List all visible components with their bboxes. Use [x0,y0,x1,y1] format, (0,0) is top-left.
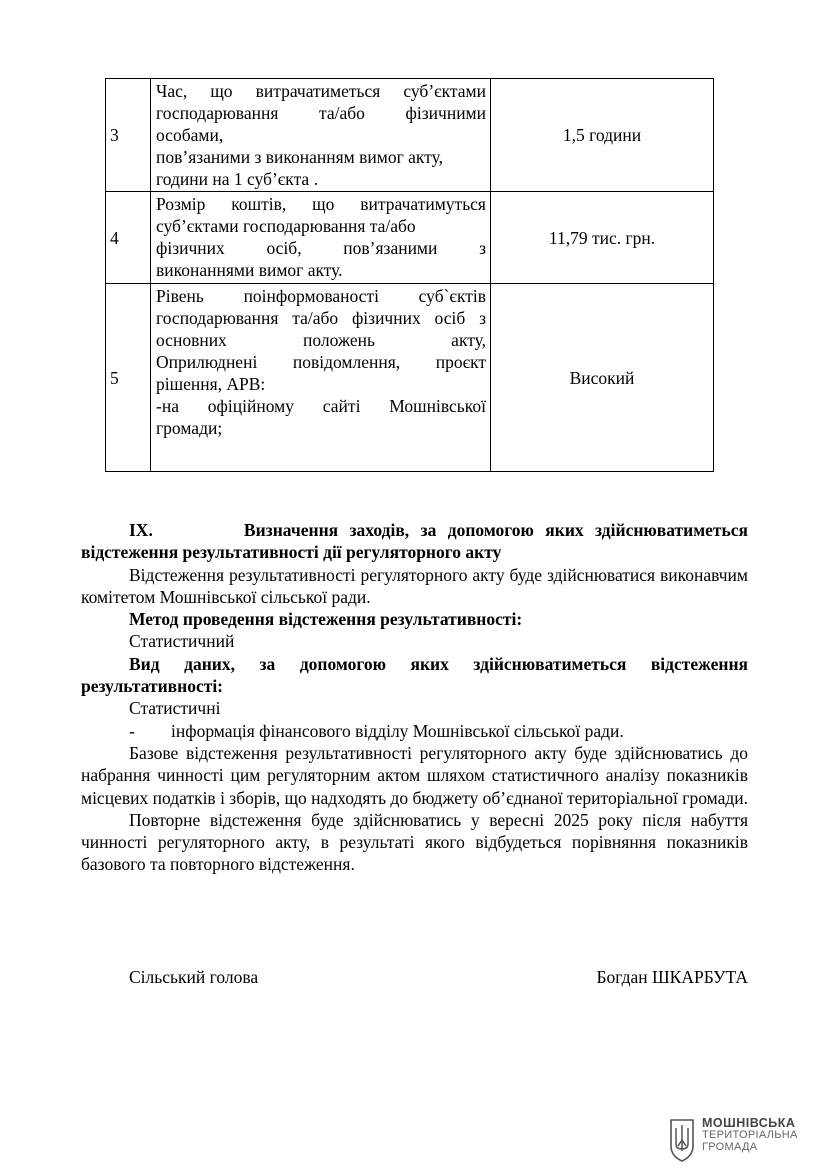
paragraph: Відстеження результативності регуляторного акту буде здійснюватися виконавчим комітетом Мошнівської сільської ради. [81,564,748,607]
description-line: господарювання та/або фізичних осіб з [156,308,486,328]
description-line: Розмір коштів, що витрачатимуться [156,194,486,214]
trident-emblem-icon [668,1118,696,1162]
description-line: виконаннями вимог акту. [156,260,343,280]
row-number: 3 [106,79,151,192]
section-ix [81,519,748,876]
description-line: особами, [156,125,224,145]
signature-block [129,967,748,988]
paragraph: Повторне відстеження буде здійснюватись у вересні 2025 року після набуття чинності регуляторного акту, в результаті якого відбудеться порівняння показників базового та повторного відстеження. [81,809,748,875]
logo-line: ТЕРИТОРІАЛЬНА [702,1129,798,1141]
description-line: години на 1 суб’єкта . [156,169,318,189]
row-value: Високий [491,284,714,472]
description-line: фізичних осіб, пов’язаними з [156,238,486,258]
description-line: Оприлюднені повідомлення, проєкт [156,352,486,372]
row-description [151,284,491,472]
signatory-title: Сільський голова [129,967,259,987]
method-heading: Метод проведення відстеження результативності: [129,609,523,630]
list-dash: - [129,720,135,741]
logo-text [702,1117,798,1153]
list-item-text: інформація фінансового відділу Мошнівської сільської ради. [171,720,624,741]
indicators-table [105,78,714,472]
description-line: основних положень акту, [156,330,486,350]
logo-line: ГРОМАДА [702,1141,758,1153]
description-line: Рівень поінформованості суб`єктів [156,286,486,306]
row-value: 1,5 години [491,79,714,192]
row-description [151,192,491,284]
paragraph: Базове відстеження результативності регуляторного акту буде здійснюватись до набрання чинності цим регуляторним актом шляхом статистичного аналізу показників місцевих податків і зборів, що надходять до бюджету об’єднаної територіальної громади. [81,742,748,808]
table-row [106,192,714,284]
method-value: Статистичний [129,631,235,652]
section-heading: IX. Визначення заходів, за допомогою яких здійснюватиметься відстеження результативності дії регуляторного акту [81,520,748,563]
row-description [151,79,491,192]
data-type-heading: Вид даних, за допомогою яких здійснюватиметься відстеження результативності: [81,653,748,697]
description-line: господарювання та/або фізичними [156,103,486,123]
description-line: рішення, АРВ: [156,374,266,394]
list-item [81,720,748,742]
data-type-value: Статистичні [129,698,221,719]
logo-line: МОШНІВСЬКА [702,1116,796,1130]
description-line: пов’язаними з виконанням вимог акту, [156,147,443,167]
signatory-name: Богдан ШКАРБУТА [596,967,748,987]
table-row [106,284,714,472]
description-line: Час, що витрачатиметься суб’єктами [156,81,486,101]
table-row [106,79,714,192]
row-number: 4 [106,192,151,284]
row-number: 5 [106,284,151,472]
community-logo [668,1117,810,1163]
description-line: суб’єктами господарювання та/або [156,216,416,236]
description-line: -на офіційному сайті Мошнівської [156,396,486,416]
row-value: 11,79 тис. грн. [491,192,714,284]
description-line: громади; [156,418,223,438]
